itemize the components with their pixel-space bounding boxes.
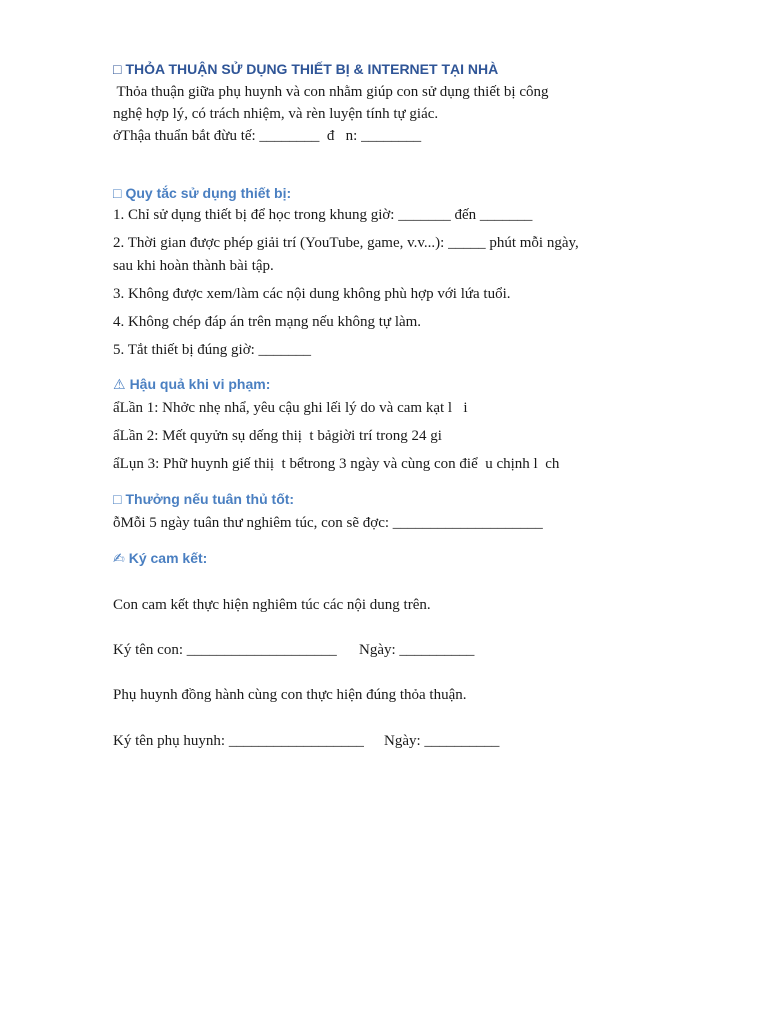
reward-heading-text: Thưởng nếu tuân thủ tốt: — [125, 491, 295, 507]
intro-line-2: nghệ hợp lý, có trách nhiệm, và rèn luyện tính tự giác. — [113, 106, 439, 122]
parent-commitment: Phụ huynh đồng hành cùng con thực hiện đúng thỏa thuận. — [113, 687, 467, 703]
rule-item-5: 5. Tắt thiết bị đúng giờ: _______ — [113, 342, 312, 358]
child-signature-line: Ký tên con: ____________________ — [113, 642, 337, 658]
intro-section — [113, 81, 653, 147]
child-date-line: Ngày: __________ — [359, 642, 475, 658]
child-commitment: Con cam kết thực hiện nghiêm túc các nội dung trên. — [113, 597, 431, 613]
consequences-heading — [113, 375, 270, 393]
consequence-item-2: ẩLần 2: Mết quyửn sụ dếng thiị t bảgiời trí trong 24 gi — [113, 428, 442, 444]
document-title — [113, 60, 498, 78]
rules-icon: □ — [113, 185, 122, 201]
rule-item-1: 1. Chỉ sử dụng thiết bị để học trong khung giờ: _______ đến _______ — [113, 207, 533, 223]
gift-icon: □ — [113, 491, 122, 507]
agreement-dates: ởThậa thuẩn bắt đừu tế: ________ đ n: ________ — [113, 128, 422, 144]
consequences-heading-text: Hậu quả khi vi phạm: — [129, 376, 271, 392]
title-icon: □ — [113, 61, 122, 77]
sign-heading-text: Ký cam kết: — [128, 550, 208, 566]
intro-line-1: Thỏa thuận giữa phụ huynh và con nhằm giúp con sử dụng thiết bị công — [113, 84, 549, 100]
parent-date-line: Ngày: __________ — [384, 733, 500, 749]
warning-icon: ⚠ — [113, 376, 126, 392]
reward-heading — [113, 490, 294, 508]
reward-text: ỗMỗi 5 ngày tuân thư nghiêm túc, con sẽ đợc: ____________________ — [113, 515, 543, 531]
rules-heading — [113, 184, 291, 202]
rules-heading-text: Quy tắc sử dụng thiết bị: — [125, 185, 292, 201]
writing-hand-icon: ✍ — [113, 550, 125, 566]
consequence-item-3: ẩLụn 3: Phữ huynh giế thiị t bểtrong 3 ngày và cùng con điể u chịnh l ch — [113, 456, 560, 472]
sign-heading — [113, 549, 207, 567]
rule-item-3: 3. Không được xem/làm các nội dung không phù hợp với lứa tuổi. — [113, 286, 511, 302]
rule-item-2-continued: sau khi hoàn thành bài tập. — [113, 258, 274, 274]
rule-item-2: 2. Thời gian được phép giải trí (YouTube, game, v.v...): _____ phút mỗi ngày, — [113, 235, 579, 251]
title-text: THỎA THUẬN SỬ DỤNG THIẾT BỊ & INTERNET TẠI NHÀ — [125, 61, 499, 77]
rule-item-4: 4. Không chép đáp án trên mạng nếu không tự làm. — [113, 314, 422, 330]
parent-signature-line: Ký tên phụ huynh: __________________ — [113, 733, 364, 749]
consequence-item-1: ẩLần 1: Nhởc nhẹ nhẩ, yêu cậu ghi lếi lý do và cam kạt l i — [113, 400, 468, 416]
